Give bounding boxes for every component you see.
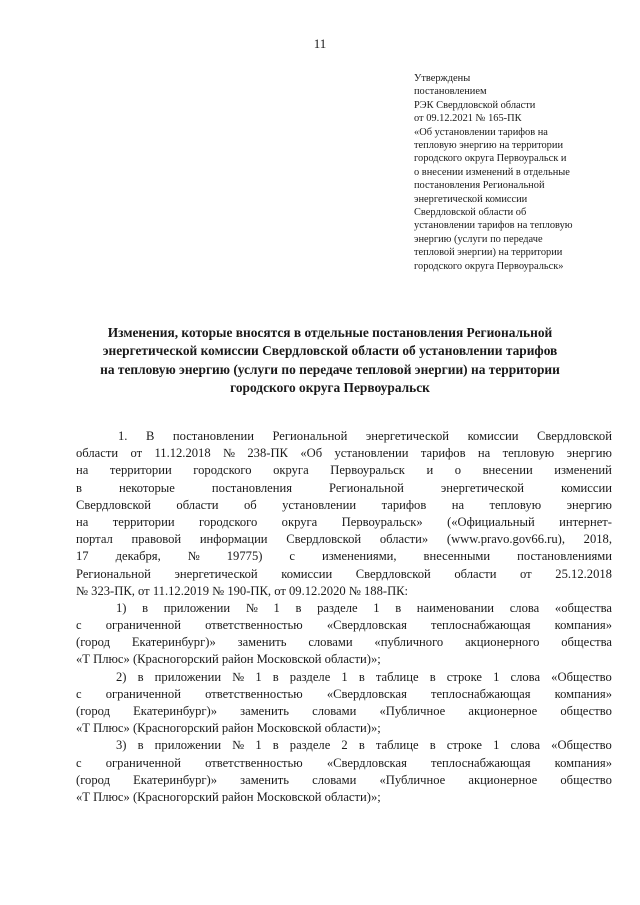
text-line (76, 617, 612, 634)
word: Свердловской (286, 532, 362, 547)
word: от (520, 566, 532, 581)
word: на (477, 446, 491, 461)
paragraph-1 (76, 428, 612, 600)
word: 1 (255, 738, 262, 753)
word: № (232, 738, 245, 753)
text-line (76, 755, 612, 772)
text-line (76, 497, 612, 514)
word: Региональной (328, 480, 404, 495)
approval-line: тепловую энергию на территории (414, 140, 563, 152)
word: о (454, 463, 462, 478)
word: 2) (116, 669, 127, 684)
word: 17 (76, 549, 89, 564)
word: 238-ПК (247, 446, 288, 461)
word: приложении (154, 669, 222, 684)
word: «Общество (551, 669, 612, 684)
word: комиссии (561, 480, 612, 495)
word: в (295, 600, 302, 615)
word: строке (446, 738, 482, 753)
word: постановлении (172, 429, 254, 443)
word: 1 (373, 600, 380, 615)
approval-line: городского округа Первоуральск и (414, 153, 567, 165)
word: 1 (493, 669, 500, 684)
word: компания» (554, 755, 612, 770)
word: разделе (289, 669, 331, 684)
word: области (454, 566, 497, 581)
text-line (76, 462, 612, 479)
word: округа (281, 514, 318, 529)
word: «Свердловская (326, 755, 407, 770)
word: наименовании (416, 600, 495, 615)
text-line (76, 445, 612, 462)
word: изменений (554, 463, 612, 478)
word: (город (76, 772, 110, 787)
word: с (289, 549, 296, 564)
word: правовой (131, 532, 182, 547)
list-item-3 (76, 737, 612, 806)
word: словами (312, 704, 357, 718)
word: заменить (240, 772, 289, 787)
word: Екатеринбург)» (133, 772, 218, 787)
word: постановлениями (517, 549, 612, 564)
approval-line: энергетической комиссии (414, 193, 528, 205)
word: и (426, 463, 434, 478)
word: городского (193, 463, 252, 478)
word: № (245, 600, 258, 615)
word: на (76, 514, 89, 529)
list-item-2 (76, 669, 612, 738)
word: разделе (317, 600, 358, 615)
text-line: «Т Плюс» (Красногорский район Московской области)»; (76, 652, 381, 667)
word: энергетической (440, 480, 525, 495)
word: портал (76, 532, 113, 547)
word: теплоснабжающая (430, 755, 531, 770)
word: в (76, 480, 82, 495)
word: Свердловской (76, 497, 151, 512)
word: теплоснабжающая (430, 686, 531, 701)
word: № (223, 446, 236, 461)
word: Екатеринбург)» (131, 635, 216, 650)
word: разделе (289, 738, 331, 753)
text-line: «Т Плюс» (Красногорский район Московской области)»; (76, 789, 381, 804)
word: тепловую (502, 446, 555, 461)
word: Свердловской (536, 429, 612, 443)
word: области (76, 446, 119, 461)
word: приложении (154, 738, 222, 753)
word: установлении (282, 497, 357, 512)
text-line (76, 737, 612, 754)
approval-line: Свердловской области об (414, 207, 527, 219)
word: акционерное (468, 772, 538, 787)
approval-line: о внесении изменений в отдельные (414, 166, 570, 178)
text-line (76, 686, 612, 703)
word: («Официальный (447, 514, 535, 529)
word: В (145, 429, 155, 443)
word: 1 (493, 738, 500, 753)
word: слова (509, 600, 540, 615)
word: на (451, 497, 465, 512)
approval-line: энергию (услуги по передаче (414, 233, 543, 245)
word: Екатеринбург)» (133, 704, 218, 718)
word: 11.12.2018 (154, 446, 211, 461)
word: 25.12.2018 (555, 566, 612, 581)
word: городского (198, 514, 258, 529)
word: округа (273, 463, 309, 478)
word: от (130, 446, 143, 461)
word: энергию (566, 497, 612, 512)
word: в (272, 738, 279, 753)
word: теплоснабжающая (430, 618, 531, 633)
text-line (76, 669, 612, 686)
word: 1. (118, 429, 128, 443)
word: 1 (273, 600, 280, 615)
word: компания» (554, 686, 612, 701)
word: интернет- (559, 514, 612, 529)
word: № (232, 669, 245, 684)
title-line: городского округа Первоуральск (230, 380, 430, 396)
word: акционерного (465, 635, 540, 650)
word: Региональной (76, 566, 151, 581)
approval-line: Утверждены (414, 73, 471, 84)
word: заменить (237, 635, 287, 650)
title-line: Изменения, которые вносятся в отдельные постановления Региональной (107, 325, 553, 340)
word: акционерное (468, 704, 538, 718)
word: (город (76, 704, 110, 718)
approval-line: РЭК Свердловской области (414, 99, 536, 111)
word: в (142, 600, 149, 615)
word: в (137, 669, 144, 684)
word: таблице (375, 738, 419, 753)
text-line (76, 600, 612, 617)
word: (www.pravo.gov66.ru), (446, 532, 565, 547)
word: № (187, 549, 200, 564)
word: комиссии (281, 566, 333, 581)
word: «Свердловская (326, 618, 407, 633)
word: ограниченной (105, 755, 181, 770)
word: с (76, 755, 82, 770)
word: ограниченной (105, 686, 181, 701)
title-line: энергетической комиссии Свердловской области об установлении тарифов (102, 343, 558, 359)
text-line (76, 772, 612, 789)
text-line (76, 703, 612, 720)
word: энергетической (365, 429, 450, 443)
title-line: на тепловую энергию (услуги по передаче тепловой энергии) на территории (100, 361, 560, 377)
word: общества (561, 635, 612, 650)
word: Свердловской (355, 566, 431, 581)
word: общество (560, 704, 612, 718)
word: ответственностью (205, 686, 303, 701)
text-line (76, 634, 612, 651)
word: Первоуральск (330, 463, 405, 478)
word: «Публичное (379, 704, 446, 718)
word: тепловую (489, 497, 542, 512)
text-line (76, 566, 612, 583)
word: ответственностью (205, 618, 303, 633)
word: приложении (163, 600, 231, 615)
word: словами (312, 772, 357, 787)
word: некоторые (118, 480, 175, 495)
word: «Об (300, 446, 323, 461)
word: «Публичное (379, 772, 446, 787)
word: 3) (116, 738, 127, 753)
word: 2018, (583, 532, 612, 547)
approval-line: от 09.12.2021 № 165-ПК (414, 113, 522, 125)
text-line (76, 514, 612, 531)
text-line: «Т Плюс» (Красногорский район Московской области)»; (76, 721, 381, 736)
word: ограниченной (105, 618, 181, 633)
approval-line: «Об установлении тарифов на (414, 126, 548, 138)
word: в (137, 738, 144, 753)
text-line (76, 480, 612, 497)
word: территории (109, 463, 172, 478)
word: словами (308, 635, 353, 650)
approval-line: постановлением (414, 86, 487, 98)
list-item-1 (76, 600, 612, 669)
word: в (358, 669, 365, 684)
word: установлении (334, 446, 409, 461)
word: 19775) (226, 549, 263, 564)
word: внесенными (423, 549, 491, 564)
word: в (395, 600, 402, 615)
word: в (429, 669, 436, 684)
word: Региональной (272, 429, 348, 443)
text-line (76, 531, 612, 548)
word: 1 (255, 669, 262, 684)
word: таблице (375, 669, 419, 684)
word: 1 (341, 669, 348, 684)
word: с (76, 686, 82, 701)
word: компания» (554, 618, 612, 633)
text-line: № 323-ПК, от 11.12.2019 № 190-ПК, от 09.12.2020 № 188-ПК: (76, 583, 409, 598)
approval-line: тепловой энергии) на территории (414, 247, 563, 259)
approval-line: постановления Региональной (414, 180, 545, 192)
word: энергию (566, 446, 612, 461)
page-number: 11 (313, 36, 327, 51)
word: постановления (211, 480, 292, 495)
word: области (176, 497, 219, 512)
word: заменить (240, 704, 289, 718)
word: Первоуральск» (341, 514, 423, 529)
word: декабря, (115, 549, 161, 564)
word: об (243, 497, 257, 512)
word: «публичного (374, 635, 444, 650)
word: слова (510, 669, 541, 684)
word: «Свердловская (326, 686, 407, 701)
word: территории (112, 514, 175, 529)
word: 1) (116, 600, 127, 615)
approval-block (414, 72, 614, 273)
word: (город (76, 635, 110, 650)
word: 2 (341, 738, 348, 753)
approval-line: установлении тарифов на тепловую (414, 220, 573, 232)
word: с (76, 618, 82, 633)
word: внесении (482, 463, 533, 478)
text-line (76, 428, 612, 445)
word: в (272, 669, 279, 684)
word: области» (379, 532, 429, 547)
word: информации (199, 532, 268, 547)
word: изменениями, (322, 549, 397, 564)
word: в (429, 738, 436, 753)
approval-line: городского округа Первоуральск» (414, 260, 564, 272)
word: слова (510, 738, 541, 753)
word: на (76, 463, 89, 478)
word: общество (560, 772, 612, 787)
word: тарифов (381, 497, 427, 512)
word: «Общество (551, 738, 612, 753)
word: «общества (554, 600, 612, 615)
word: строке (446, 669, 482, 684)
word: ответственностью (205, 755, 303, 770)
word: энергетической (174, 566, 258, 581)
word: тарифов (420, 446, 466, 461)
word: комиссии (467, 429, 519, 443)
document-body (76, 428, 612, 806)
text-line (76, 548, 612, 565)
document-title (60, 324, 600, 398)
word: в (358, 738, 365, 753)
